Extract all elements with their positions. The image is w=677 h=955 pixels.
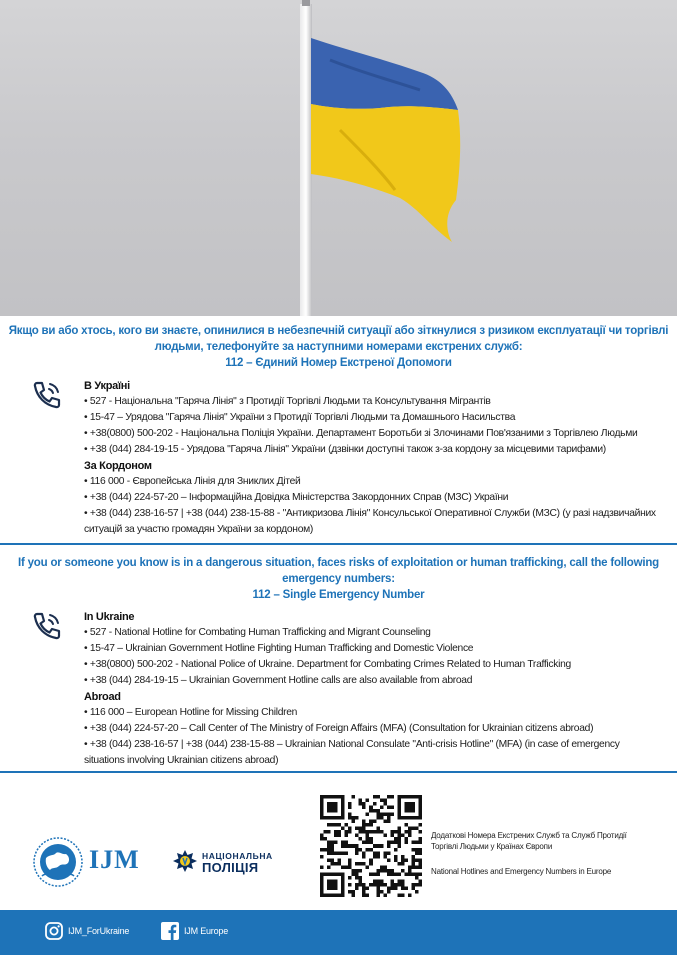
ukraine-flag-illustration [0, 0, 677, 316]
list-item: • 15-47 – Ukrainian Government Hotline Fighting Human Trafficking and Domestic Violence [84, 641, 657, 657]
list-item: • 116 000 – European Hotline for Missing Children [84, 705, 657, 721]
qr-caption-ua-line2: Торгівлі Людьми у Країнах Європи [431, 842, 553, 851]
intro-ukrainian [0, 323, 677, 371]
police-line1: НАЦІОНАЛЬНА [202, 851, 273, 861]
list-item: • +38 (044) 224-57-20 – Call Center of The Ministry of Foreign Affairs (MFA) (Consultation for Ukrainian citizens abroad) [84, 721, 657, 737]
section-divider [0, 771, 677, 773]
phone-call-icon [30, 609, 64, 643]
facebook-handle: IJM Europe [184, 926, 229, 936]
facebook-icon [160, 921, 180, 941]
qr-caption-en: National Hotlines and Emergency Numbers in Europe [431, 867, 612, 876]
instagram-icon [44, 921, 64, 941]
intro-english [0, 555, 677, 603]
hero-flag-photo [0, 0, 677, 316]
heading-in-ukraine-en: In Ukraine [84, 611, 135, 623]
emergency-number-ua: 112 – Єдиний Номер Екстреної Допомоги [225, 357, 452, 369]
heading-abroad-ua: За Кордоном [84, 460, 152, 472]
contacts-english [84, 609, 657, 769]
list-item: • +38 (044) 224-57-20 – Інформаційна Довідка Міністерства Закордонних Справ (МЗС) України [84, 490, 657, 506]
qr-modules [320, 795, 422, 897]
intro-ua-line1: Якщо ви або хтось, кого ви знаєте, опинилися в небезпечній ситуації або зіткнулися з ризиком експлуатації чи торгівлі [8, 325, 669, 337]
list-item: • +38 (044) 284-19-15 – Ukrainian Government Hotline calls are also available from abroad [84, 673, 657, 689]
heading-abroad-en: Abroad [84, 691, 121, 703]
qr-caption-ua [431, 830, 627, 852]
emergency-number-en: 112 – Single Emergency Number [252, 589, 425, 601]
police-line2: ПОЛІЦІЯ [202, 860, 259, 875]
list-item: • +38 (044) 284-19-15 - Урядова "Гаряча Лінія" України (дзвінки доступні також з-за кордону за місцевими тарифами) [84, 442, 657, 458]
qr-caption-ua-line1: Додаткові Номера Екстрених Служб та Служб Протидії [431, 831, 627, 840]
phone-call-icon [30, 378, 64, 412]
ijm-wordmark: IJM [89, 845, 140, 874]
list-item: • 116 000 - Європейська Лінія для Зниклих Дітей [84, 474, 657, 490]
national-police-wordmark [202, 851, 273, 875]
qr-code[interactable] [320, 795, 422, 897]
police-badge-icon [172, 849, 198, 877]
intro-en-line1: If you or someone you know is in a dangerous situation, faces risks of exploitation or human trafficking, call the following [17, 557, 660, 569]
intro-ua-line2: людьми, телефонуйте за наступними номерами екстрених служб: [154, 341, 523, 353]
list-item: • +38 (044) 238-16-57 | +38 (044) 238-15-88 – Ukrainian National Consulate "Anti-crisis Hotline" (MFA) (in case of emergency [84, 737, 657, 753]
intro-en-line2: emergency numbers: [282, 573, 395, 585]
instagram-handle: IJM_ForUkraine [68, 926, 130, 936]
list-item: • +38(0800) 500-202 - Національна Поліція України. Департамент Боротьби зі Злочинами Пов'язаними з Торгівлею Людьми [84, 426, 657, 442]
footer-bar [0, 910, 677, 955]
instagram-link[interactable] [44, 921, 129, 941]
list-item: • +38(0800) 500-202 - National Police of Ukraine. Department for Combating Crimes Related to Human Trafficking [84, 657, 657, 673]
list-item: • 527 - Національна "Гаряча Лінія" з Протидії Торгівлі Людьми та Консультування Мігрантів [84, 394, 657, 410]
contacts-ukrainian [84, 378, 657, 538]
list-item: • 15-47 – Урядова "Гаряча Лінія" України з Протидії Торгівлі Людьми та Домашнього Насильства [84, 410, 657, 426]
list-item: • +38 (044) 238-16-57 | +38 (044) 238-15-88 - "Антикризова Лінія" Консульської Оперативної Служби (МЗС) (у разі надзвичайних [84, 506, 657, 522]
facebook-link[interactable] [160, 921, 228, 941]
heading-in-ukraine-ua: В Україні [84, 380, 130, 392]
list-item-continuation: ситуацій за участю громадян України за кордоном) [84, 524, 314, 535]
list-item: • 527 - National Hotline for Combating Human Trafficking and Migrant Counseling [84, 625, 657, 641]
section-divider [0, 543, 677, 545]
list-item-continuation: situations involving Ukrainian citizens abroad) [84, 755, 279, 766]
ijm-globe-logo-icon [32, 836, 84, 888]
